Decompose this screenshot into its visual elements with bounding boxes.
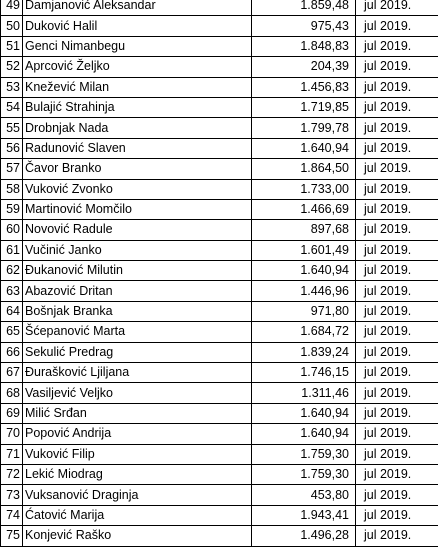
row-number-cell: 66 <box>1 342 23 362</box>
table-row <box>1 118 438 138</box>
employee-name-cell: Novović Radule <box>23 220 252 240</box>
amount-cell: 1.864,50 <box>252 159 356 179</box>
row-number-cell: 73 <box>1 485 23 505</box>
table-row <box>1 57 438 77</box>
period-cell: jul 2019. <box>356 444 438 464</box>
table-row <box>1 77 438 97</box>
row-number-cell: 56 <box>1 138 23 158</box>
amount-cell: 1.311,46 <box>252 383 356 403</box>
row-number-cell: 74 <box>1 505 23 525</box>
table-row <box>1 16 438 36</box>
table-row <box>1 199 438 219</box>
row-number-cell: 49 <box>1 0 23 16</box>
amount-cell: 1.733,00 <box>252 179 356 199</box>
table-row <box>1 322 438 342</box>
row-number-cell: 69 <box>1 403 23 423</box>
employee-name-cell: Milić Srđan <box>23 403 252 423</box>
table-row <box>1 424 438 444</box>
employee-name-cell: Martinović Momčilo <box>23 199 252 219</box>
row-number-cell: 70 <box>1 424 23 444</box>
row-number-cell: 71 <box>1 444 23 464</box>
employee-name-cell: Konjević Raško <box>23 526 252 546</box>
period-cell: jul 2019. <box>356 403 438 423</box>
amount-cell: 897,68 <box>252 220 356 240</box>
employee-name-cell: Drobnjak Nada <box>23 118 252 138</box>
amount-cell: 971,80 <box>252 301 356 321</box>
employee-name-cell: Đukanović Milutin <box>23 261 252 281</box>
amount-cell: 453,80 <box>252 485 356 505</box>
employee-name-cell: Damjanović Aleksandar <box>23 0 252 16</box>
period-cell: jul 2019. <box>356 57 438 77</box>
period-cell: jul 2019. <box>356 464 438 484</box>
amount-cell: 1.466,69 <box>252 199 356 219</box>
row-number-cell: 59 <box>1 199 23 219</box>
amount-cell: 204,39 <box>252 57 356 77</box>
table-row <box>1 179 438 199</box>
amount-cell: 975,43 <box>252 16 356 36</box>
row-number-cell: 75 <box>1 526 23 546</box>
employee-name-cell: Vuković Zvonko <box>23 179 252 199</box>
period-cell: jul 2019. <box>356 199 438 219</box>
table-row <box>1 0 438 16</box>
table-row <box>1 240 438 260</box>
amount-cell: 1.859,48 <box>252 0 356 16</box>
period-cell: jul 2019. <box>356 281 438 301</box>
employee-name-cell: Vučinić Janko <box>23 240 252 260</box>
row-number-cell: 72 <box>1 464 23 484</box>
period-cell: jul 2019. <box>356 363 438 383</box>
employee-name-cell: Vasiljević Veljko <box>23 383 252 403</box>
amount-cell: 1.496,28 <box>252 526 356 546</box>
employee-name-cell: Genci Nimanbegu <box>23 36 252 56</box>
row-number-cell: 53 <box>1 77 23 97</box>
row-number-cell: 64 <box>1 301 23 321</box>
amount-cell: 1.640,94 <box>252 403 356 423</box>
amount-cell: 1.601,49 <box>252 240 356 260</box>
period-cell: jul 2019. <box>356 77 438 97</box>
employee-name-cell: Sekulić Predrag <box>23 342 252 362</box>
amount-cell: 1.684,72 <box>252 322 356 342</box>
period-cell: jul 2019. <box>356 159 438 179</box>
row-number-cell: 61 <box>1 240 23 260</box>
amount-cell: 1.446,96 <box>252 281 356 301</box>
period-cell: jul 2019. <box>356 97 438 117</box>
table-row <box>1 363 438 383</box>
row-number-cell: 60 <box>1 220 23 240</box>
employee-name-cell: Abazović Dritan <box>23 281 252 301</box>
employee-name-cell: Bulajić Strahinja <box>23 97 252 117</box>
period-cell: jul 2019. <box>356 301 438 321</box>
period-cell: jul 2019. <box>356 240 438 260</box>
table-row <box>1 403 438 423</box>
row-number-cell: 50 <box>1 16 23 36</box>
amount-cell: 1.839,24 <box>252 342 356 362</box>
table-row <box>1 220 438 240</box>
period-cell: jul 2019. <box>356 485 438 505</box>
amount-cell: 1.759,30 <box>252 444 356 464</box>
table-row <box>1 301 438 321</box>
amount-cell: 1.640,94 <box>252 424 356 444</box>
row-number-cell: 68 <box>1 383 23 403</box>
employee-name-cell: Đurašković Ljiljana <box>23 363 252 383</box>
employee-name-cell: Knežević Milan <box>23 77 252 97</box>
row-number-cell: 63 <box>1 281 23 301</box>
amount-cell: 1.456,83 <box>252 77 356 97</box>
employee-name-cell: Aprcović Željko <box>23 57 252 77</box>
period-cell: jul 2019. <box>356 118 438 138</box>
table-row <box>1 138 438 158</box>
period-cell: jul 2019. <box>356 505 438 525</box>
amount-cell: 1.719,85 <box>252 97 356 117</box>
employee-name-cell: Ćatović Marija <box>23 505 252 525</box>
employee-name-cell: Popović Andrija <box>23 424 252 444</box>
period-cell: jul 2019. <box>356 322 438 342</box>
amount-cell: 1.943,41 <box>252 505 356 525</box>
employee-name-cell: Šćepanović Marta <box>23 322 252 342</box>
row-number-cell: 58 <box>1 179 23 199</box>
employee-name-cell: Vuković Filip <box>23 444 252 464</box>
period-cell: jul 2019. <box>356 424 438 444</box>
table-row <box>1 464 438 484</box>
employee-name-cell: Bošnjak Branka <box>23 301 252 321</box>
table-row <box>1 261 438 281</box>
table-row <box>1 159 438 179</box>
period-cell: jul 2019. <box>356 179 438 199</box>
table-row <box>1 526 438 546</box>
row-number-cell: 62 <box>1 261 23 281</box>
table-row <box>1 342 438 362</box>
period-cell: jul 2019. <box>356 342 438 362</box>
period-cell: jul 2019. <box>356 261 438 281</box>
table-row <box>1 97 438 117</box>
row-number-cell: 55 <box>1 118 23 138</box>
employee-name-cell: Vuksanović Draginja <box>23 485 252 505</box>
table-row <box>1 485 438 505</box>
employee-name-cell: Lekić Miodrag <box>23 464 252 484</box>
row-number-cell: 65 <box>1 322 23 342</box>
amount-cell: 1.640,94 <box>252 261 356 281</box>
row-number-cell: 67 <box>1 363 23 383</box>
table-row <box>1 444 438 464</box>
table-row <box>1 281 438 301</box>
row-number-cell: 52 <box>1 57 23 77</box>
period-cell: jul 2019. <box>356 36 438 56</box>
amount-cell: 1.746,15 <box>252 363 356 383</box>
table-row <box>1 383 438 403</box>
table-row <box>1 505 438 525</box>
row-number-cell: 54 <box>1 97 23 117</box>
period-cell: jul 2019. <box>356 220 438 240</box>
period-cell: jul 2019. <box>356 16 438 36</box>
period-cell: jul 2019. <box>356 526 438 546</box>
period-cell: jul 2019. <box>356 0 438 16</box>
row-number-cell: 51 <box>1 36 23 56</box>
amount-cell: 1.759,30 <box>252 464 356 484</box>
table-row <box>1 36 438 56</box>
employee-name-cell: Čavor Branko <box>23 159 252 179</box>
amount-cell: 1.848,83 <box>252 36 356 56</box>
row-number-cell: 57 <box>1 159 23 179</box>
amount-cell: 1.799,78 <box>252 118 356 138</box>
employee-name-cell: Duković Halil <box>23 16 252 36</box>
period-cell: jul 2019. <box>356 383 438 403</box>
amount-cell: 1.640,94 <box>252 138 356 158</box>
employee-name-cell: Radunović Slaven <box>23 138 252 158</box>
payment-table-body <box>1 0 438 546</box>
period-cell: jul 2019. <box>356 138 438 158</box>
